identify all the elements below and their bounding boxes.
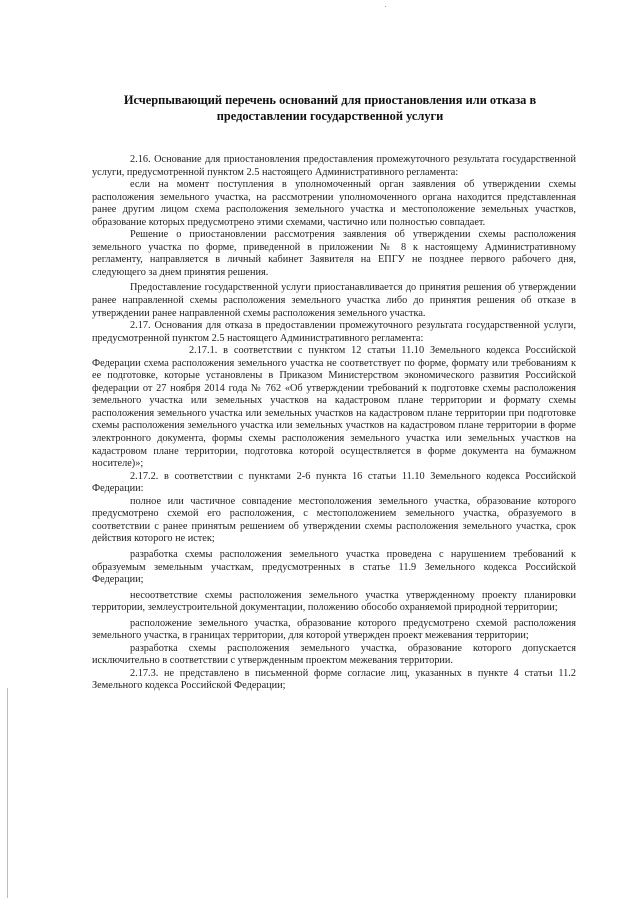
paragraph-2-17-1: 2.17.1. в соответствии с пунктом 12 статьи 11.10 Земельного кодекса Российской Федерации схема расположения земельного участка не соответствует по форме, формату или требованиям к ее подготовке, которые установлены в Приказом Министерством экономического развития Российской федерации от 27 ноября 2014 года № 762 «Об утверждении требований к подготовке схемы расположения земельного участка или земельных участков на кадастровом плане территории и формату схемы расположения земельного участка или земельных участков на кадастровом плане территории при подготовке схемы расположения земельного участка или земельных участков на кадастровом плане территории в форме электронного документа, формы схемы расположения земельного участка или земельных участков на кадастровом плане территории, подготовка которой осуществляется в форме документа на бумажном носителе)»; (92, 345, 576, 470)
list-item: расположение земельного участка, образование которого предусмотрено схемой расположения земельного участка, в границах территории, для которой утвержден проект межевания территории; (92, 617, 576, 642)
list-item: несоответствие схемы расположения земельного участка утвержденному проекту планировки территории, землеустроительной документации, положению обособо охраняемой природной территории; (92, 589, 576, 614)
list-item: разработка схемы расположения земельного участка, образование которого допускается исключительно в соответствии с утвержденным проектом межевания территории. (92, 642, 576, 667)
paragraph-2-17-2: 2.17.2. в соответствии с пунктами 2-6 пункта 16 статьи 11.10 Земельного кодекса Российской Федерации: (92, 470, 576, 495)
paragraph-2-17: 2.17. Основания для отказа в предоставлении промежуточного результата государственной услуги, предусмотренной пунктом 2.5 настоящего Административного регламента: (92, 320, 576, 344)
scan-speck (385, 6, 386, 7)
title-line-2: предоставлении государственной услуги (216, 109, 444, 123)
section-title (60, 92, 600, 124)
title-line-1: Исчерпывающий перечень оснований для приостановления или отказа в (123, 93, 537, 107)
paragraph-suspension-condition: если на момент поступления в уполномоченный орган заявления об утверждении схемы расположения земельного участка, на рассмотрении уполномоченного органа находится представленная ранее другим лицом схема расположения земельного участка и местоположение земельных участков, образование которых предусмотрено этими схемами, частично или полностью совпадает. (92, 179, 576, 228)
paragraph-suspension-decision: Решение о приостановлении рассмотрения заявления об утверждении схемы расположения земельного участка по форме, приведенной в приложении № 8 к настоящему Административному регламенту, направляется в личный кабинет Заявителя на ЕПГУ не позднее первого рабочего дня, следующего за днем принятия решения. (92, 229, 576, 278)
list-item: разработка схемы расположения земельного участка проведена с нарушением требований к образуемым земельным участкам, предусмотренных в статье 11.9 Земельного кодекса Российской Федерации; (92, 548, 576, 586)
list-item: полное или частичное совпадение местоположения земельного участка, образование которого предусмотрено схемой его расположения, с местоположением земельного участка, образуемого в соответствии с ранее принятым решением об утверждении схемы расположения земельного участка, срок действия которого не истек; (92, 495, 576, 545)
scan-edge-line (7, 688, 8, 898)
paragraph-2-16: 2.16. Основание для приостановления предоставления промежуточного результата государственной услуги, предусмотренной пунктом 2.5 настоящего Административного регламента: (92, 154, 576, 178)
paragraph-2-17-3: 2.17.3. не представлено в письменной форме согласие лиц, указанных в пункте 4 статьи 11.2 Земельного кодекса Российской Федерации; (92, 667, 576, 692)
document-body (92, 154, 576, 693)
paragraph-suspension-term: Предоставление государственной услуги приостанавливается до принятия решения об утверждении ранее направленной схемы расположения земельного участка либо до принятия решения об отказе в утверждении ранее направленной схемы расположения земельного участка. (92, 282, 576, 319)
